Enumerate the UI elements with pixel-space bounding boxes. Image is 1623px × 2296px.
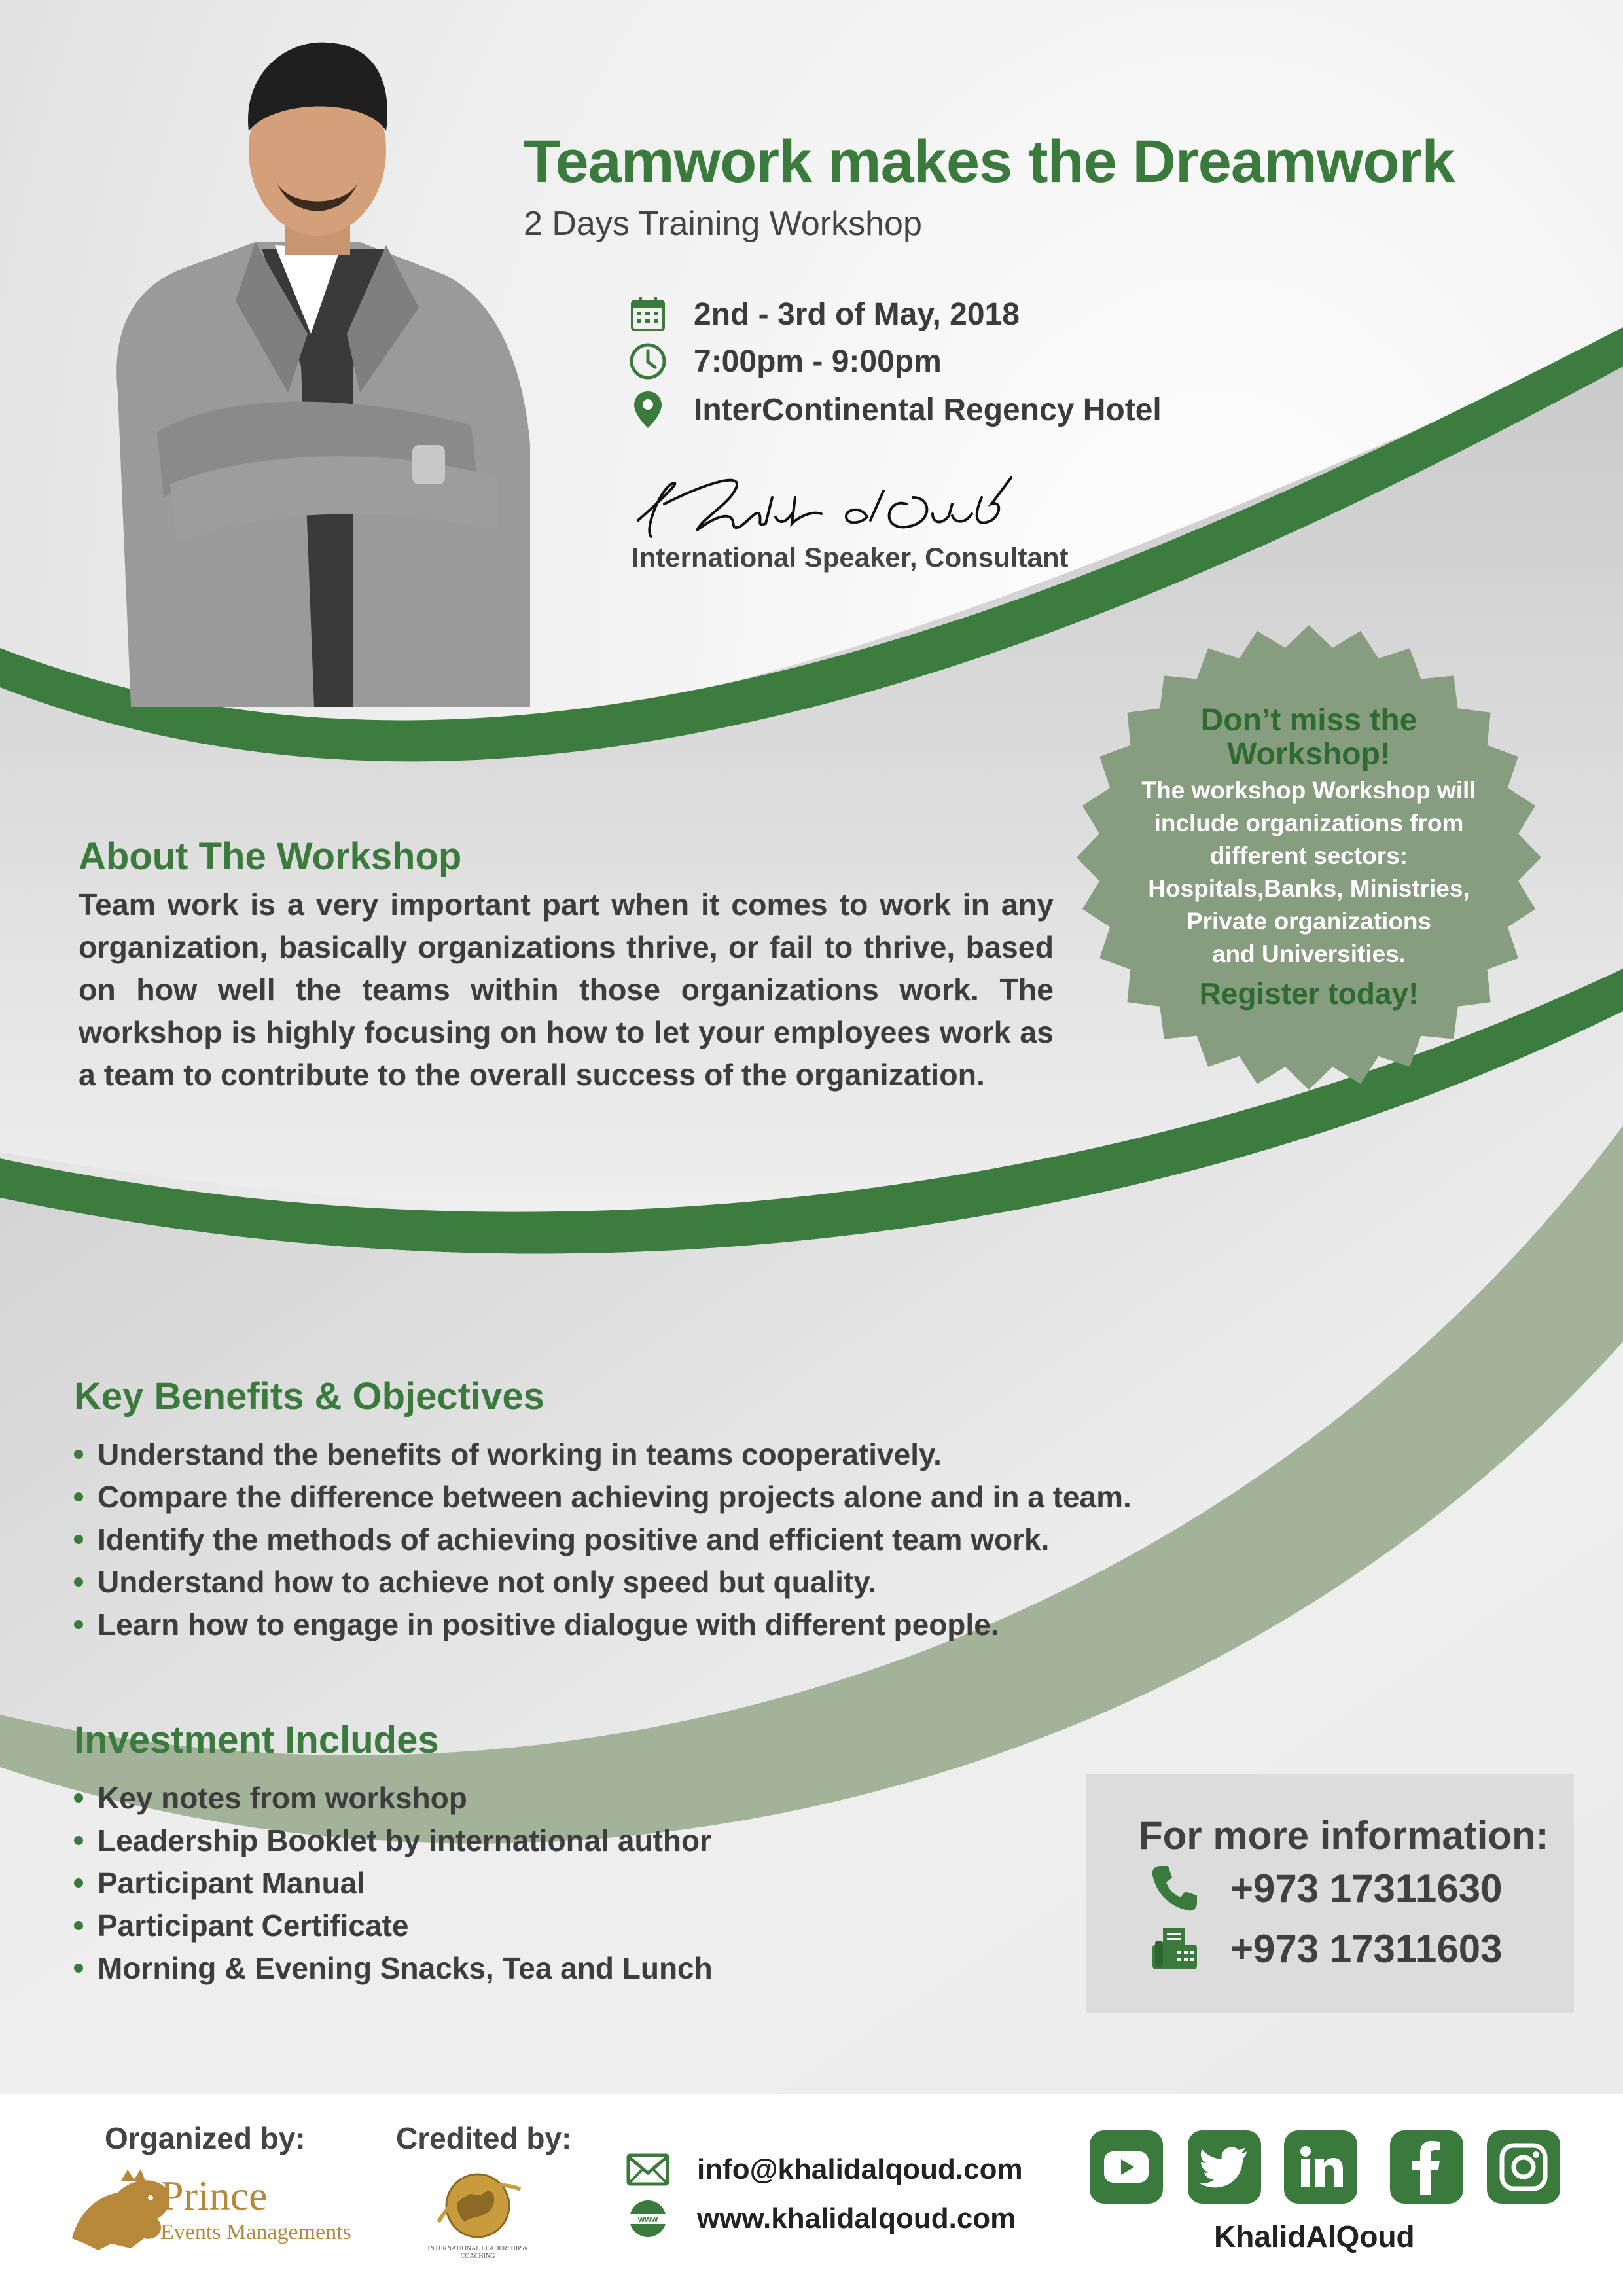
- badge-body-line: include organizations from: [1154, 810, 1464, 836]
- list-item-text: Participant Manual: [98, 1866, 365, 1900]
- social-handle: KhalidAlQoud: [1214, 2219, 1415, 2253]
- list-item: [74, 1433, 1132, 1476]
- youtube-icon[interactable]: [1090, 2130, 1163, 2204]
- twitter-icon[interactable]: [1188, 2130, 1261, 2204]
- globe-icon: [625, 2199, 671, 2238]
- speaker-photo: [79, 26, 576, 720]
- bullet-icon: [74, 1964, 83, 1973]
- list-item-text: Understand how to achieve not only speed but quality.: [98, 1565, 877, 1599]
- event-venue-text: InterContinental Regency Hotel: [694, 392, 1162, 427]
- website-link[interactable]: [625, 2199, 1016, 2238]
- list-item-text: Identify the methods of achieving positive and efficient team work.: [98, 1522, 1050, 1556]
- register-cta: Register today!: [1199, 977, 1419, 1011]
- bullet-icon: [74, 1492, 83, 1501]
- list-item-text: Learn how to engage in positive dialogue with different people.: [98, 1607, 999, 1641]
- fax-number-text: +973 17311603: [1230, 1926, 1503, 1971]
- svg-text:www: www: [637, 2214, 658, 2224]
- bullet-icon: [74, 1921, 83, 1930]
- list-item: [74, 1947, 713, 1990]
- calendar-icon: [628, 295, 668, 334]
- list-item: [74, 1476, 1132, 1518]
- list-item: [74, 1518, 1132, 1561]
- bullet-icon: [74, 1450, 83, 1459]
- about-body: Team work is a very important part when it comes to work in any organization, basically organizations thrive, or fail to thrive, based on how well the teams within those organizations work. The workshop is highly focusing on how to let your employees work as a team to contribute to the overall success of the organization.: [79, 888, 1054, 1092]
- bullet-icon: [74, 1836, 83, 1845]
- promo-badge-title: [1106, 704, 1512, 772]
- badge-body-line: and Universities.: [1211, 941, 1406, 967]
- mail-icon: [625, 2150, 671, 2189]
- list-item-text: Compare the difference between achieving projects alone and in a team.: [98, 1480, 1132, 1514]
- list-item: [74, 1604, 1132, 1646]
- location-pin-icon: [628, 390, 668, 429]
- phone-icon: [1145, 1859, 1204, 1918]
- event-time-text: 7:00pm - 9:00pm: [694, 344, 942, 379]
- organized-by-label: Organized by:: [105, 2121, 306, 2155]
- organizer-subtitle: Events Managements: [160, 2220, 351, 2244]
- email-text: info@khalidalqoud.com: [697, 2153, 1023, 2185]
- list-item: [74, 1820, 713, 1862]
- page-subtitle: 2 Days Training Workshop: [524, 205, 922, 243]
- email-link[interactable]: [625, 2150, 1023, 2189]
- list-item-text: Morning & Evening Snacks, Tea and Lunch: [98, 1951, 713, 1985]
- page-title: Teamwork makes the Dreamwork: [524, 128, 1455, 195]
- badge-title-line2: Workshop!: [1227, 737, 1391, 772]
- event-venue: [628, 390, 1162, 429]
- about-heading: About The Workshop: [79, 835, 462, 878]
- list-item: [74, 1905, 713, 1947]
- bullet-icon: [74, 1878, 83, 1888]
- badge-title-line1: Don’t miss the: [1200, 703, 1418, 738]
- badge-body-line: different sectors:: [1209, 842, 1408, 869]
- list-item: [74, 1777, 713, 1820]
- linkedin-icon[interactable]: [1284, 2130, 1357, 2204]
- event-time: [628, 342, 942, 381]
- badge-body-line: Private organizations: [1186, 908, 1432, 935]
- accreditor-name: INTERNATIONAL LEADERSHIP & COACHING: [427, 2245, 528, 2260]
- contact-heading: For more information:: [1139, 1814, 1549, 1857]
- organizer-name: Prince: [160, 2172, 268, 2219]
- investment-list: [74, 1777, 713, 1990]
- credited-by-label: Credited by:: [396, 2121, 572, 2155]
- list-item: [74, 1561, 1132, 1604]
- list-item-text: Understand the benefits of working in teams cooperatively.: [98, 1437, 942, 1471]
- website-text: www.khalidalqoud.com: [697, 2202, 1016, 2234]
- phone-number[interactable]: [1145, 1859, 1502, 1918]
- speaker-role: International Speaker, Consultant: [632, 542, 1069, 573]
- bullet-icon: [74, 1793, 83, 1803]
- fax-icon: [1145, 1919, 1204, 1978]
- event-date: [628, 295, 1020, 334]
- facebook-icon[interactable]: [1390, 2130, 1463, 2204]
- promo-badge-text: [1106, 704, 1512, 1011]
- list-item-text: Leadership Booklet by international author: [98, 1823, 712, 1857]
- promo-badge-body: [1106, 774, 1512, 971]
- list-item-text: Key notes from workshop: [98, 1781, 467, 1815]
- badge-body-line: Hospitals,Banks, Ministries,: [1148, 875, 1470, 902]
- benefits-list: [74, 1433, 1132, 1646]
- list-item-text: Participant Certificate: [98, 1909, 409, 1943]
- badge-body-line: The workshop Workshop will: [1141, 777, 1476, 804]
- investment-heading: Investment Includes: [74, 1719, 439, 1761]
- clock-icon: [628, 342, 668, 381]
- benefits-heading: Key Benefits & Objectives: [74, 1375, 544, 1418]
- speaker-signature: [625, 458, 1044, 550]
- phone-number-text: +973 17311630: [1230, 1866, 1503, 1910]
- instagram-icon[interactable]: [1487, 2130, 1560, 2204]
- bullet-icon: [74, 1535, 83, 1544]
- list-item: [74, 1862, 713, 1905]
- bullet-icon: [74, 1620, 83, 1629]
- fax-number[interactable]: [1145, 1919, 1502, 1978]
- bullet-icon: [74, 1577, 83, 1587]
- event-date-text: 2nd - 3rd of May, 2018: [694, 296, 1020, 332]
